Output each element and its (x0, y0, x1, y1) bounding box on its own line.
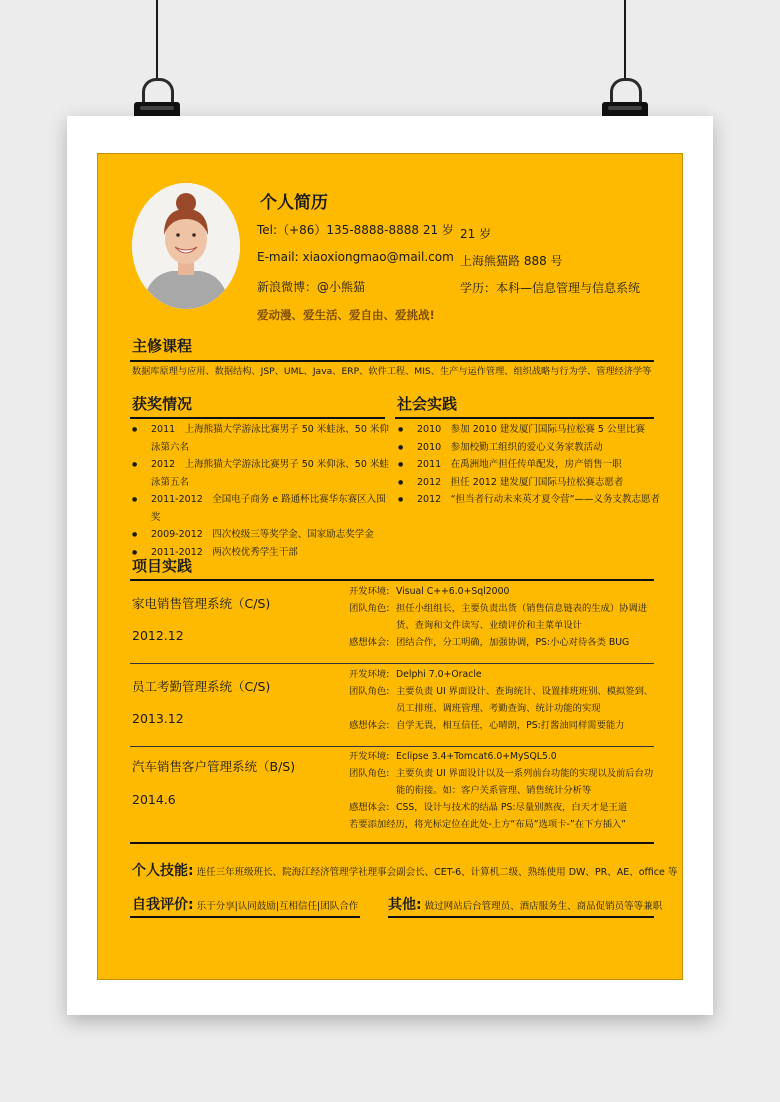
list-item: ● 2011 在禹洲地产担任传单配发，房产销售一职 (398, 456, 658, 474)
hanging-string-right (624, 0, 626, 80)
detail-value: Visual C++6.0+Sql2000 (396, 586, 510, 597)
list-item: ● 2010 参加 2010 建发厦门国际马拉松赛 5 公里比赛 (398, 421, 658, 439)
resume-sheet (97, 153, 683, 980)
page-title: 个人简历 (260, 193, 328, 213)
other-line (388, 894, 662, 914)
divider (395, 417, 654, 419)
divider (130, 842, 654, 844)
project-detail (349, 583, 655, 651)
courses-title: 主修课程 (132, 337, 193, 355)
detail-key: 感想体会: (349, 637, 390, 648)
divider (130, 663, 654, 664)
list-item: ● 2010 参加校勤工组织的爱心义务家教活动 (398, 439, 658, 457)
detail-key: 感想体会: (349, 802, 390, 813)
project-date: 2012.12 (132, 628, 184, 643)
detail-value: Delphi 7.0+Oracle (396, 669, 482, 680)
email-text: E-mail: xiaoxiongmao@mail.com (257, 250, 454, 264)
detail-note: 若要添加经历，将光标定位在此处-上方“布局”选项卡-”在下方插入” (349, 819, 626, 830)
detail-value: Eclipse 3.4+Tomcat6.0+MySQL5.0 (396, 751, 557, 762)
detail-key: 感想体会: (349, 720, 390, 731)
detail-key: 团队角色: (349, 603, 390, 614)
social-title: 社会实践 (397, 395, 458, 413)
project-name: 员工考勤管理系统（C/S) (132, 679, 271, 694)
detail-value: 担任小组组长，主要负责出货（销售信息链表的生成）协调进货、查询和文件读写、业绩评价和主菜单设计 (396, 603, 648, 631)
divider (388, 916, 654, 918)
project-date: 2013.12 (132, 711, 184, 726)
detail-value: 主要负责 UI 界面设计、查询统计、设置排班班别、模拟签到、员工排班、调班管理、考勤查询、统计功能的实现 (396, 686, 654, 714)
divider (130, 916, 360, 918)
divider (130, 360, 654, 362)
list-item: ● 2011-2012 两次校优秀学生干部 (132, 544, 390, 562)
detail-value: 自学无畏，相互信任，心晴朗，PS:打酱油同样需要能力 (396, 720, 625, 731)
divider (130, 746, 654, 747)
list-item: ● 2012 上海熊猫大学游泳比赛男子 50 米仰泳、50 米蛙泳第五名 (132, 456, 390, 491)
awards-list (132, 421, 390, 561)
list-item: ● 2009-2012 四次校级三等奖学金、国家励志奖学金 (132, 526, 390, 544)
hanging-string-left (156, 0, 158, 80)
project-detail (349, 666, 655, 734)
project-name: 汽车销售客户管理系统（B/S) (132, 759, 296, 774)
self-eval-text: 乐于分享|认同鼓励|互相信任|团队合作 (196, 901, 359, 912)
tel-text: Tel:（+86）135-8888-8888 21 岁 (257, 223, 454, 237)
project-date: 2014.6 (132, 792, 176, 807)
detail-key: 开发环境: (349, 586, 390, 597)
detail-key: 团队角色: (349, 768, 390, 779)
social-list (398, 421, 661, 509)
address-text: 上海熊猫路 888 号 (460, 254, 563, 268)
age-text: 21 岁 (460, 227, 492, 241)
awards-title: 获奖情况 (132, 395, 193, 413)
detail-key: 开发环境: (349, 751, 390, 762)
projects-title: 项目实践 (132, 557, 193, 575)
list-item: ● 2012 担任 2012 建发厦门国际马拉松赛志愿者 (398, 474, 658, 492)
project-name: 家电销售管理系统（C/S) (132, 596, 271, 611)
divider (130, 417, 385, 419)
other-text: 做过网站后台管理员、酒店服务生、商品促销员等等兼职 (424, 901, 663, 912)
list-item: ● 2012 “担当者行动未来英才夏令营”——义务支教志愿者 (398, 491, 658, 509)
detail-value: CSS，设计与技术的结晶 PS:尽量别熬夜，白天才是王道 (396, 802, 628, 813)
courses-text: 数据库原理与应用、数据结构、JSP、UML、Java、ERP、软件工程、MIS、生产与运作管理、组织战略与行为学、管理经济学等 (132, 366, 652, 377)
detail-value: 主要负责 UI 界面设计以及一系列前台功能的实现以及前后台功能的衔接。如：客户关系管理、销售统计分析等 (396, 768, 654, 796)
detail-value: 团结合作，分工明确，加强协调，PS:小心对待各类 BUG (396, 637, 630, 648)
list-item: ● 2011-2012 全国电子商务 e 路通杯比赛华东赛区入围奖 (132, 491, 390, 526)
skills-label: 个人技能: (132, 863, 194, 879)
resume-paper (67, 116, 713, 1015)
avatar (132, 183, 240, 309)
detail-key: 开发环境: (349, 669, 390, 680)
detail-key: 团队角色: (349, 686, 390, 697)
self-eval-label: 自我评价: (132, 897, 194, 913)
weibo-text: 新浪微博：@小熊猫 (257, 280, 366, 294)
slogan-text: 爱动漫、爱生活、爱自由、爱挑战! (257, 308, 435, 322)
education-text: 学历：本科—信息管理与信息系统 (460, 281, 641, 295)
other-label: 其他: (388, 897, 422, 913)
skills-text: 连任三年班级班长、院海江经济管理学社理事会副会长、CET-6、计算机二级、熟练使用 DW、PR、AE、office 等 (196, 867, 678, 878)
project-detail (349, 748, 655, 833)
skills-line (132, 860, 678, 880)
divider (130, 579, 654, 581)
list-item: ● 2011 上海熊猫大学游泳比赛男子 50 米蛙泳、50 米仰泳第六名 (132, 421, 390, 456)
self-eval-line (132, 894, 358, 914)
